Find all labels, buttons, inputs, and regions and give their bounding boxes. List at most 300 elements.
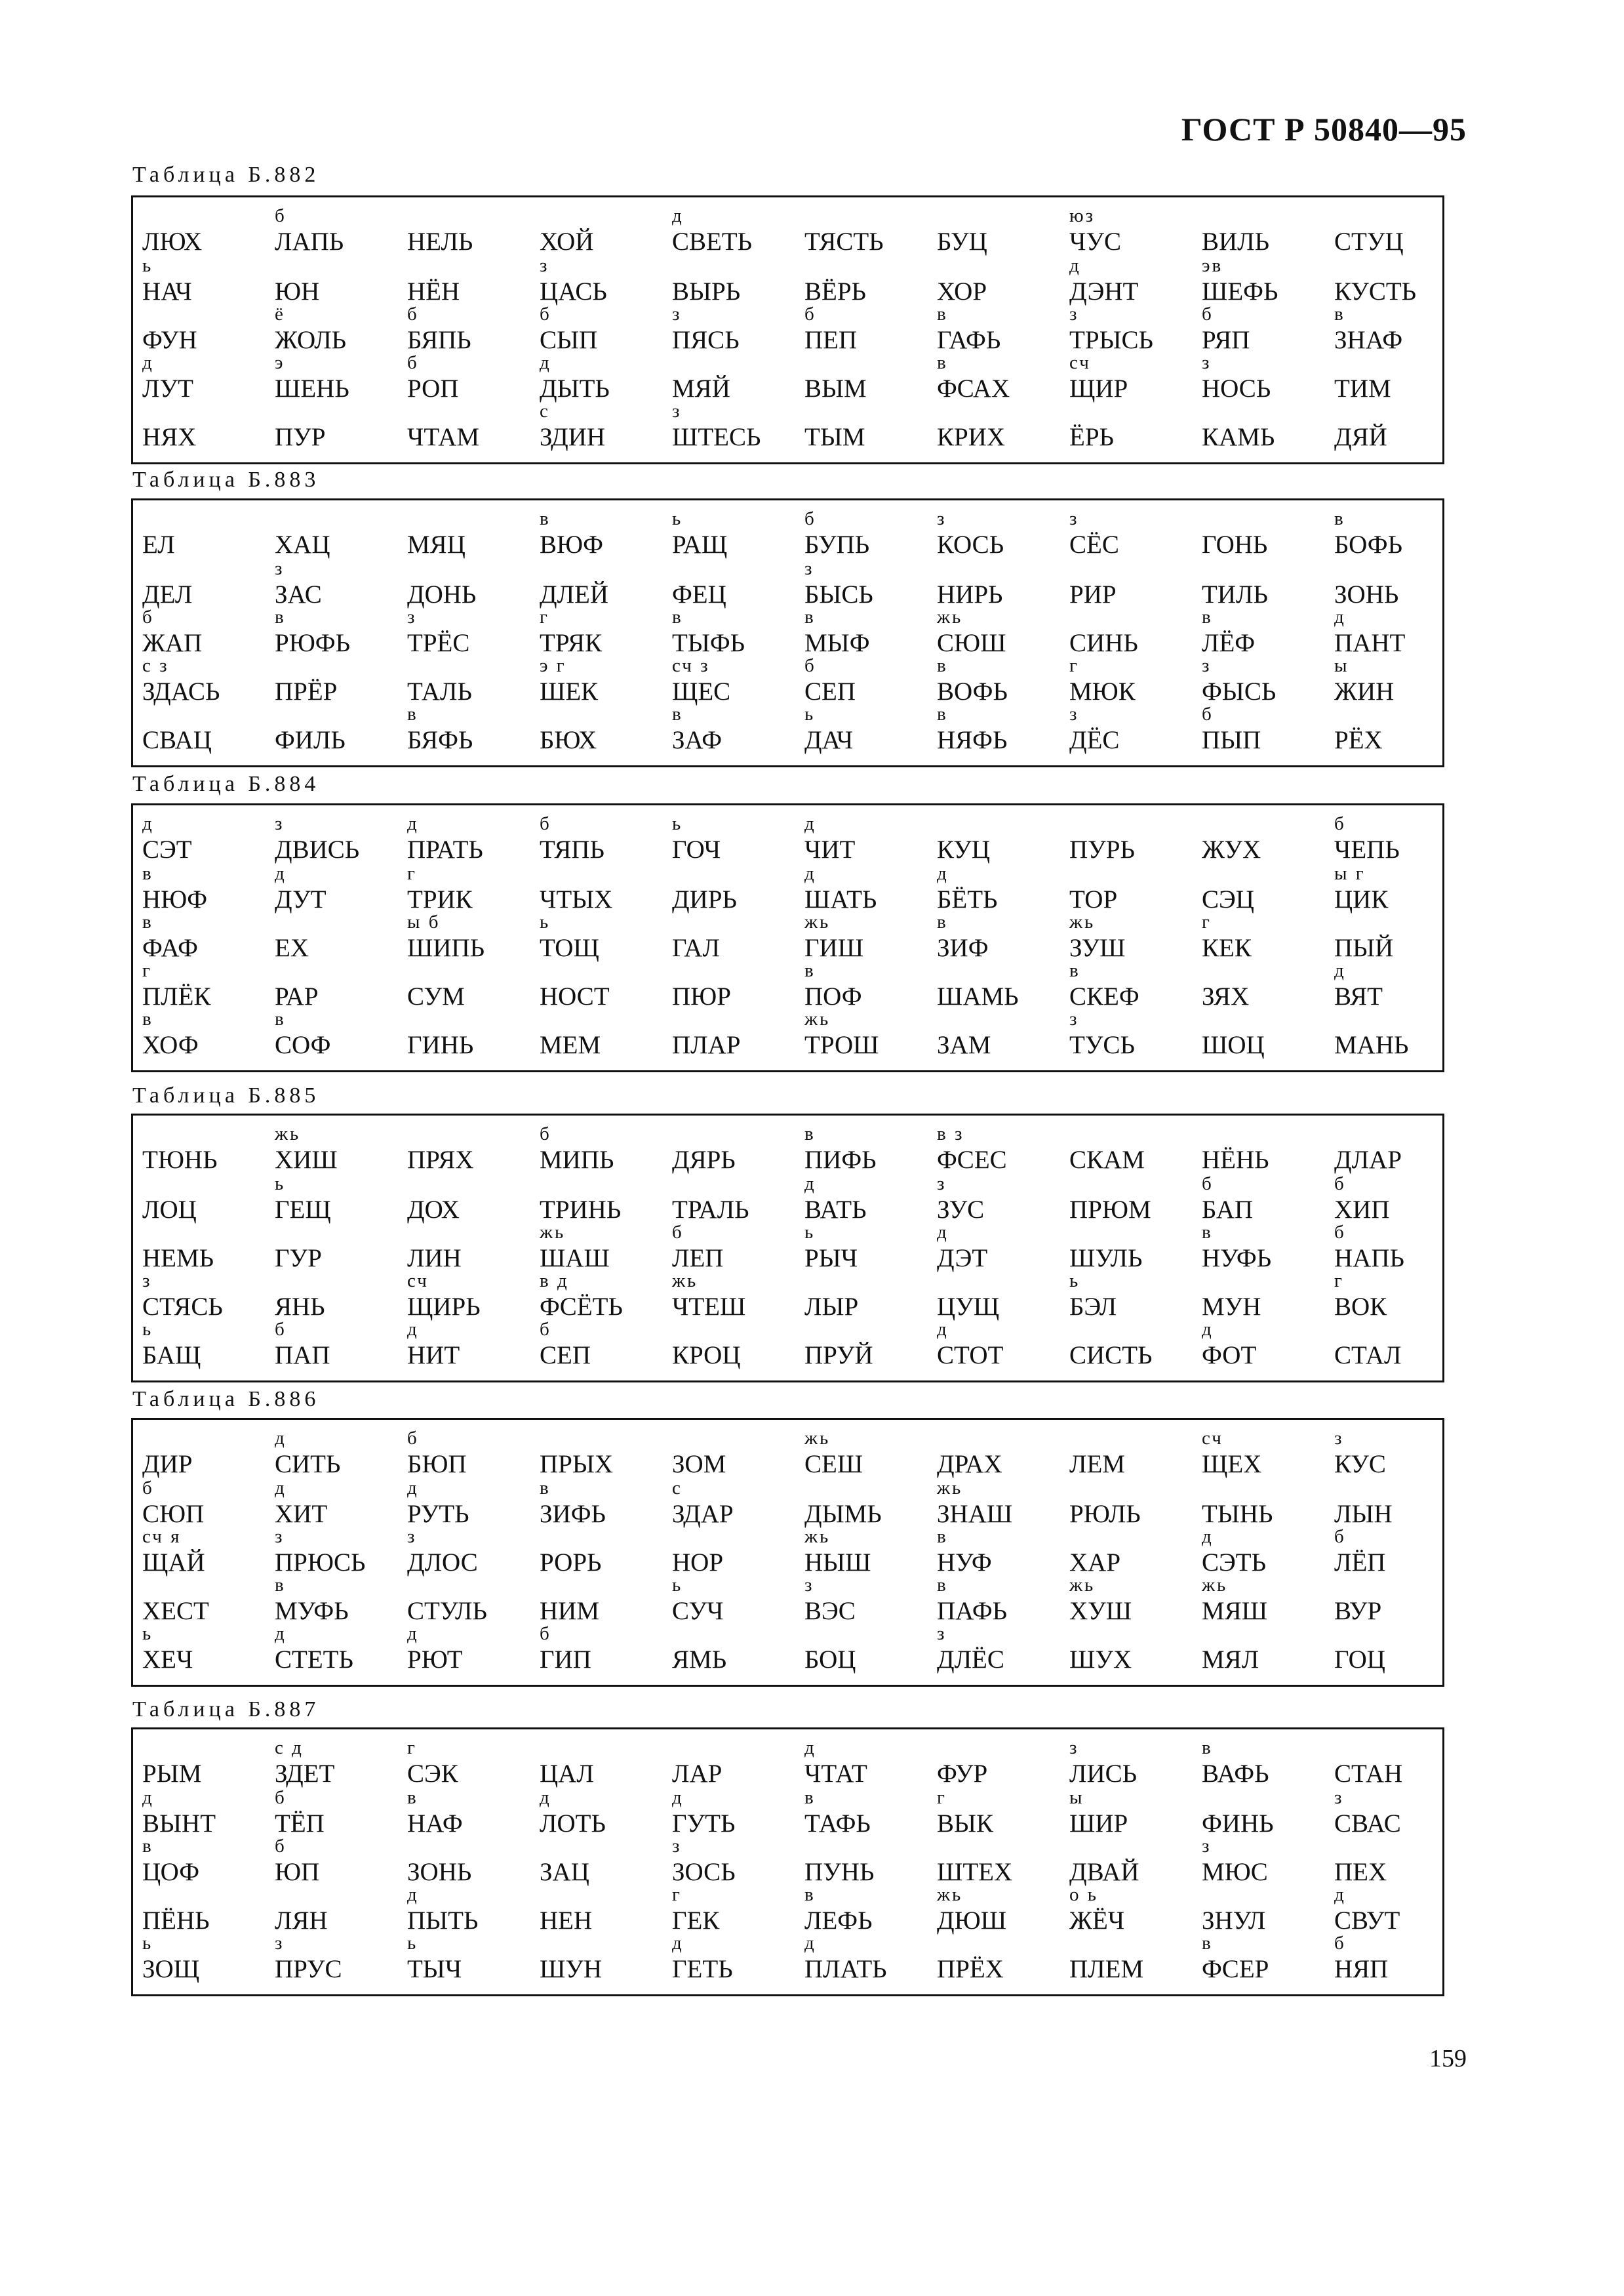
- sound-mark: в: [672, 607, 683, 628]
- sound-mark: в: [1202, 607, 1213, 628]
- sound-mark: в: [1069, 960, 1080, 981]
- word: СЕП: [540, 1341, 591, 1369]
- sound-mark: д: [1334, 960, 1346, 981]
- sound-mark: з: [1202, 352, 1212, 373]
- word: ТРЫСЬ: [1069, 326, 1153, 354]
- sound-mark: в: [275, 1009, 286, 1030]
- sound-mark: жь: [1202, 1575, 1228, 1596]
- sound-mark: ь: [804, 704, 816, 725]
- word: ЦИК: [1334, 885, 1389, 914]
- word: НОР: [672, 1548, 724, 1577]
- word: ПЮР: [672, 982, 731, 1011]
- word: ЦОФ: [142, 1858, 200, 1886]
- word: ЧТЕШ: [672, 1293, 746, 1321]
- sound-mark: б: [407, 1428, 419, 1449]
- word: ДЛЕЙ: [540, 580, 609, 609]
- table-title: Таблица Б.885: [132, 1083, 320, 1108]
- word: ФСАХ: [937, 374, 1010, 403]
- word: ХАР: [1069, 1548, 1121, 1577]
- sound-mark: г: [407, 863, 417, 884]
- word: ЛОТЬ: [540, 1809, 606, 1838]
- word: ФСЕР: [1202, 1955, 1269, 1983]
- word: МУФЬ: [275, 1597, 349, 1625]
- sound-mark: г: [937, 1787, 947, 1808]
- word: РАР: [275, 982, 319, 1011]
- word: ТОЩ: [540, 934, 599, 962]
- word: ЛИСЬ: [1069, 1760, 1138, 1788]
- word: ЧЕПЬ: [1334, 836, 1400, 864]
- word: БЫСЬ: [804, 580, 873, 609]
- word: НЯФЬ: [937, 726, 1008, 754]
- sound-mark: д: [937, 1319, 949, 1340]
- word: НЕМЬ: [142, 1244, 214, 1272]
- sound-mark: ь: [672, 813, 683, 834]
- sound-mark: з: [672, 1836, 682, 1857]
- word: ДИР: [142, 1450, 193, 1478]
- word: СТАН: [1334, 1760, 1403, 1788]
- table-title: Таблица Б.887: [132, 1697, 320, 1722]
- word: ЛАР: [672, 1760, 723, 1788]
- sound-mark: ь: [142, 1319, 153, 1340]
- sound-mark: б: [540, 1123, 551, 1144]
- sound-mark: з: [275, 1526, 285, 1547]
- sound-mark: в: [804, 1123, 816, 1144]
- word: ВАФЬ: [1202, 1760, 1269, 1788]
- word: ЗНУЛ: [1202, 1906, 1266, 1935]
- sound-mark: ь: [1069, 1270, 1080, 1291]
- word: ТЯСТЬ: [804, 228, 884, 256]
- word: ДЕЛ: [142, 580, 193, 609]
- sound-mark: ь: [142, 255, 153, 276]
- sound-mark: б: [1334, 1526, 1346, 1547]
- word: ЧИТ: [804, 836, 856, 864]
- word: МЯШ: [1202, 1597, 1268, 1625]
- sound-mark: б: [540, 1623, 551, 1644]
- sound-mark: б: [142, 1478, 154, 1499]
- word: ФИНЬ: [1202, 1809, 1274, 1838]
- sound-mark: з: [1069, 508, 1079, 529]
- word: ЦАСЬ: [540, 277, 607, 306]
- word: НАПЬ: [1334, 1244, 1404, 1272]
- word: ТРОШ: [804, 1031, 879, 1059]
- word: ЖИН: [1334, 677, 1395, 706]
- sound-mark: б: [1202, 704, 1214, 725]
- word: ТИЛЬ: [1202, 580, 1268, 609]
- word-table: [131, 1418, 1444, 1687]
- word: ЗУШ: [1069, 934, 1126, 962]
- sound-mark: з: [1069, 1737, 1079, 1758]
- word: РУТЬ: [407, 1500, 469, 1528]
- word: ШУХ: [1069, 1645, 1132, 1674]
- word: НОСТ: [540, 982, 610, 1011]
- word-table: [131, 1114, 1444, 1382]
- word: ЦАЛ: [540, 1760, 594, 1788]
- word: КРИХ: [937, 423, 1006, 451]
- sound-mark: з: [937, 1623, 947, 1644]
- sound-mark: д: [275, 1478, 287, 1499]
- word: ГУР: [275, 1244, 322, 1272]
- sound-mark: жь: [937, 1884, 963, 1905]
- word: ЛЕФЬ: [804, 1906, 873, 1935]
- sound-mark: в: [804, 960, 816, 981]
- word: НИМ: [540, 1597, 600, 1625]
- sound-mark: б: [1334, 1173, 1346, 1194]
- word: СЕП: [804, 677, 856, 706]
- sound-mark: жь: [1069, 1575, 1096, 1596]
- sound-mark: жь: [804, 912, 831, 933]
- sound-mark: в: [407, 1787, 418, 1808]
- sound-mark: сч: [1202, 1428, 1223, 1449]
- sound-mark: д: [1334, 1884, 1346, 1905]
- word: РЮЛЬ: [1069, 1500, 1141, 1528]
- sound-mark: б: [1202, 1173, 1214, 1194]
- word: ХЕЧ: [142, 1645, 193, 1674]
- word: ДИРЬ: [672, 885, 737, 914]
- word: ЗДЕТ: [275, 1760, 335, 1788]
- sound-mark: з: [1069, 1009, 1079, 1030]
- word: РЯП: [1202, 326, 1250, 354]
- sound-mark: д: [275, 1428, 287, 1449]
- sound-mark: з: [142, 1270, 152, 1291]
- sound-mark: д: [407, 1319, 419, 1340]
- sound-mark: в: [937, 1575, 948, 1596]
- word: БЮХ: [540, 726, 597, 754]
- word: СУЧ: [672, 1597, 724, 1625]
- word: ДЫТЬ: [540, 374, 610, 403]
- word-table: [131, 803, 1444, 1072]
- word: ШОЦ: [1202, 1031, 1265, 1059]
- word: МАНЬ: [1334, 1031, 1409, 1059]
- word: ЩЕС: [672, 677, 731, 706]
- word: ФИЛЬ: [275, 726, 346, 754]
- sound-mark: з: [804, 558, 814, 579]
- word: ХОР: [937, 277, 987, 306]
- sound-mark: жь: [937, 607, 963, 628]
- sound-mark: д: [142, 813, 154, 834]
- word: КРОЦ: [672, 1341, 741, 1369]
- word: ПЛАТЬ: [804, 1955, 887, 1983]
- word: ПЕП: [804, 326, 858, 354]
- word: РЫМ: [142, 1760, 202, 1788]
- word: ДЯРЬ: [672, 1146, 736, 1174]
- sound-mark: с д: [275, 1737, 304, 1758]
- word: ДВАЙ: [1069, 1858, 1139, 1886]
- word: НАЧ: [142, 277, 192, 306]
- word: НИТ: [407, 1341, 460, 1369]
- sound-mark: жь: [275, 1123, 301, 1144]
- sound-mark: з: [275, 813, 285, 834]
- word: РЁХ: [1334, 726, 1383, 754]
- word: ЗАМ: [937, 1031, 991, 1059]
- word: ПРУЙ: [804, 1341, 873, 1369]
- word: НЯХ: [142, 423, 197, 451]
- word: ЧТАМ: [407, 423, 480, 451]
- word: БОФЬ: [1334, 531, 1402, 559]
- word: ТРЯК: [540, 629, 603, 657]
- word: ПЕХ: [1334, 1858, 1387, 1886]
- word: ЛЫР: [804, 1293, 859, 1321]
- sound-mark: д: [540, 1787, 551, 1808]
- word: ЩИРЬ: [407, 1293, 481, 1321]
- word: ХИТ: [275, 1500, 328, 1528]
- word: ТАФЬ: [804, 1809, 871, 1838]
- word: ТЫФЬ: [672, 629, 745, 657]
- sound-mark: в: [672, 704, 683, 725]
- word: СЁС: [1069, 531, 1119, 559]
- word: ЮП: [275, 1858, 320, 1886]
- word: ВЫРЬ: [672, 277, 741, 306]
- word: ШЕНЬ: [275, 374, 349, 403]
- word: ЗИФЬ: [540, 1500, 606, 1528]
- word: ГАЛ: [672, 934, 720, 962]
- sound-mark: д: [1334, 607, 1346, 628]
- word: СИНЬ: [1069, 629, 1138, 657]
- sound-mark: юз: [1069, 205, 1096, 226]
- sound-mark: в: [804, 1787, 816, 1808]
- word: ДОНЬ: [407, 580, 477, 609]
- word: ДЛЁС: [937, 1645, 1004, 1674]
- sound-mark: жь: [804, 1526, 831, 1547]
- word: НЕН: [540, 1906, 593, 1935]
- word: ТРАЛЬ: [672, 1196, 749, 1224]
- sound-mark: б: [540, 813, 551, 834]
- word: ПРЁР: [275, 677, 338, 706]
- sound-mark: б: [1334, 813, 1346, 834]
- word: СТОТ: [937, 1341, 1004, 1369]
- word: РАЩ: [672, 531, 728, 559]
- word: МЕМ: [540, 1031, 601, 1059]
- sound-mark: ь: [672, 1575, 683, 1596]
- sound-mark: ь: [275, 1173, 286, 1194]
- word: ВОФЬ: [937, 677, 1008, 706]
- sound-mark: ь: [142, 1623, 153, 1644]
- word: МЮК: [1069, 677, 1136, 706]
- sound-mark: жь: [937, 1478, 963, 1499]
- word: ЩЕХ: [1202, 1450, 1262, 1478]
- word: ЧУС: [1069, 228, 1121, 256]
- word: ДЁС: [1069, 726, 1120, 754]
- word: ДВИСЬ: [275, 836, 360, 864]
- table-title: Таблица Б.884: [132, 772, 320, 796]
- sound-mark: д: [540, 352, 551, 373]
- sound-mark: д: [804, 1737, 816, 1758]
- sound-mark: в: [937, 655, 948, 676]
- sound-mark: д: [937, 863, 949, 884]
- word: ЖОЛЬ: [275, 326, 347, 354]
- word: НЫШ: [804, 1548, 871, 1577]
- word: ПУР: [275, 423, 326, 451]
- sound-mark: б: [142, 607, 154, 628]
- word: НЁН: [407, 277, 460, 306]
- word: ВЯТ: [1334, 982, 1383, 1011]
- word: ЗДИН: [540, 423, 606, 451]
- word: ГИШ: [804, 934, 864, 962]
- sound-mark: ы: [1069, 1787, 1084, 1808]
- sound-mark: в: [275, 607, 286, 628]
- word: СУМ: [407, 982, 465, 1011]
- word: ТРИНЬ: [540, 1196, 622, 1224]
- word: ШТЕХ: [937, 1858, 1013, 1886]
- word: ГОНЬ: [1202, 531, 1268, 559]
- table-title: Таблица Б.882: [132, 163, 320, 187]
- sound-mark: жь: [1069, 912, 1096, 933]
- word: ШАТЬ: [804, 885, 877, 914]
- word: ПРЮСЬ: [275, 1548, 366, 1577]
- sound-mark: б: [407, 304, 419, 325]
- word: СВАЦ: [142, 726, 212, 754]
- word: ЗЯХ: [1202, 982, 1250, 1011]
- word: ХОФ: [142, 1031, 199, 1059]
- sound-mark: сч з: [672, 655, 710, 676]
- word: ТЫЧ: [407, 1955, 462, 1983]
- word: ТРИК: [407, 885, 473, 914]
- sound-mark: ь: [672, 508, 683, 529]
- word: ЛАПЬ: [275, 228, 344, 256]
- sound-mark: в: [937, 352, 948, 373]
- sound-mark: д: [672, 205, 684, 226]
- word: ЛЕП: [672, 1244, 724, 1272]
- sound-mark: г: [1069, 655, 1079, 676]
- word: ПЫЙ: [1334, 934, 1394, 962]
- word: ДЛАР: [1334, 1146, 1402, 1174]
- sound-mark: ы б: [407, 912, 441, 933]
- word: БЁТЬ: [937, 885, 998, 914]
- word: ДЮШ: [937, 1906, 1007, 1935]
- word: ПРАТЬ: [407, 836, 483, 864]
- word: ПЁНЬ: [142, 1906, 210, 1935]
- word: ЦУЩ: [937, 1293, 1000, 1321]
- word: БУЦ: [937, 228, 987, 256]
- word: БЯПЬ: [407, 326, 471, 354]
- sound-mark: эв: [1202, 255, 1223, 276]
- word: ЗОЩ: [142, 1955, 200, 1983]
- sound-mark: з: [1069, 304, 1079, 325]
- word: БОЦ: [804, 1645, 856, 1674]
- sound-mark: з: [1334, 1428, 1344, 1449]
- sound-mark: б: [540, 1319, 551, 1340]
- sound-mark: д: [407, 1884, 419, 1905]
- word: ШАМЬ: [937, 982, 1019, 1011]
- sound-mark: д: [804, 813, 816, 834]
- word: ЗОНЬ: [407, 1858, 472, 1886]
- word: СЮШ: [937, 629, 1006, 657]
- word: МЯЦ: [407, 531, 465, 559]
- word: ШИПЬ: [407, 934, 485, 962]
- word: СЭТЬ: [1202, 1548, 1266, 1577]
- word: ПЛЁК: [142, 982, 211, 1011]
- word: ТЫНЬ: [1202, 1500, 1273, 1528]
- word: ГОЧ: [672, 836, 721, 864]
- word: СТЕТЬ: [275, 1645, 353, 1674]
- word: ХЕСТ: [142, 1597, 209, 1625]
- word: ГИП: [540, 1645, 591, 1674]
- word: ДОХ: [407, 1196, 460, 1224]
- sound-mark: в д: [540, 1270, 569, 1291]
- word: КУС: [1334, 1450, 1386, 1478]
- word: СТУЛЬ: [407, 1597, 487, 1625]
- sound-mark: д: [1202, 1319, 1214, 1340]
- word: ЗОСЬ: [672, 1858, 736, 1886]
- word: ХАЦ: [275, 531, 330, 559]
- word: ПАП: [275, 1341, 330, 1369]
- sound-mark: г: [407, 1737, 417, 1758]
- word: ВЭС: [804, 1597, 856, 1625]
- word: БЭЛ: [1069, 1293, 1117, 1321]
- word: ЯНЬ: [275, 1293, 325, 1321]
- sound-mark: б: [275, 205, 287, 226]
- sound-mark: д: [804, 1173, 816, 1194]
- word: СКЕФ: [1069, 982, 1139, 1011]
- word: МИПЬ: [540, 1146, 614, 1174]
- word: МЫФ: [804, 629, 870, 657]
- word: КАМЬ: [1202, 423, 1275, 451]
- sound-mark: с: [540, 401, 550, 422]
- sound-mark: ь: [804, 1222, 816, 1243]
- sound-mark: в з: [937, 1123, 964, 1144]
- word: ДЭТ: [937, 1244, 988, 1272]
- word: ШУЛЬ: [1069, 1244, 1143, 1272]
- sound-mark: з: [804, 1575, 814, 1596]
- word: КОСЬ: [937, 531, 1004, 559]
- word: ЮН: [275, 277, 320, 306]
- word: ЖЁЧ: [1069, 1906, 1125, 1935]
- sound-mark: э: [275, 352, 285, 373]
- word: РОРЬ: [540, 1548, 602, 1577]
- word: ЕЛ: [142, 531, 175, 559]
- word: НАФ: [407, 1809, 463, 1838]
- word: ПРЯХ: [407, 1146, 474, 1174]
- sound-mark: д: [1069, 255, 1081, 276]
- word: ЩАЙ: [142, 1548, 205, 1577]
- word: ЁРЬ: [1069, 423, 1114, 451]
- word: ТОР: [1069, 885, 1118, 914]
- word: ГЕК: [672, 1906, 720, 1935]
- word: ТЯПЬ: [540, 836, 604, 864]
- word: ФСЕС: [937, 1146, 1007, 1174]
- word: ЗНАШ: [937, 1500, 1013, 1528]
- word: ЧТЫХ: [540, 885, 613, 914]
- word: ЛОЦ: [142, 1196, 197, 1224]
- sound-mark: ь: [142, 1933, 153, 1954]
- word: ПЫП: [1202, 726, 1261, 754]
- word: ШЕК: [540, 677, 599, 706]
- sound-mark: б: [1334, 1222, 1346, 1243]
- sound-mark: б: [275, 1319, 287, 1340]
- word: БЯФЬ: [407, 726, 473, 754]
- word: ВАТЬ: [804, 1196, 867, 1224]
- sound-mark: в: [804, 1884, 816, 1905]
- word: ФАФ: [142, 934, 198, 962]
- word: НЁНЬ: [1202, 1146, 1269, 1174]
- word: ПАФЬ: [937, 1597, 1008, 1625]
- sound-mark: з: [275, 558, 285, 579]
- word: ЧТАТ: [804, 1760, 867, 1788]
- word: ЖАП: [142, 629, 203, 657]
- sound-mark: д: [275, 1623, 287, 1644]
- sound-mark: з: [672, 304, 682, 325]
- word: МЮС: [1202, 1858, 1268, 1886]
- word: ДРАХ: [937, 1450, 1002, 1478]
- word: РЮФЬ: [275, 629, 350, 657]
- sound-mark: з: [672, 401, 682, 422]
- sound-mark: в: [1202, 1933, 1213, 1954]
- sound-mark: в: [937, 704, 948, 725]
- word: ГОЦ: [1334, 1645, 1385, 1674]
- word: ГУТЬ: [672, 1809, 736, 1838]
- word: ДАЧ: [804, 726, 854, 754]
- word: ШИР: [1069, 1809, 1128, 1838]
- word: НЯП: [1334, 1955, 1389, 1983]
